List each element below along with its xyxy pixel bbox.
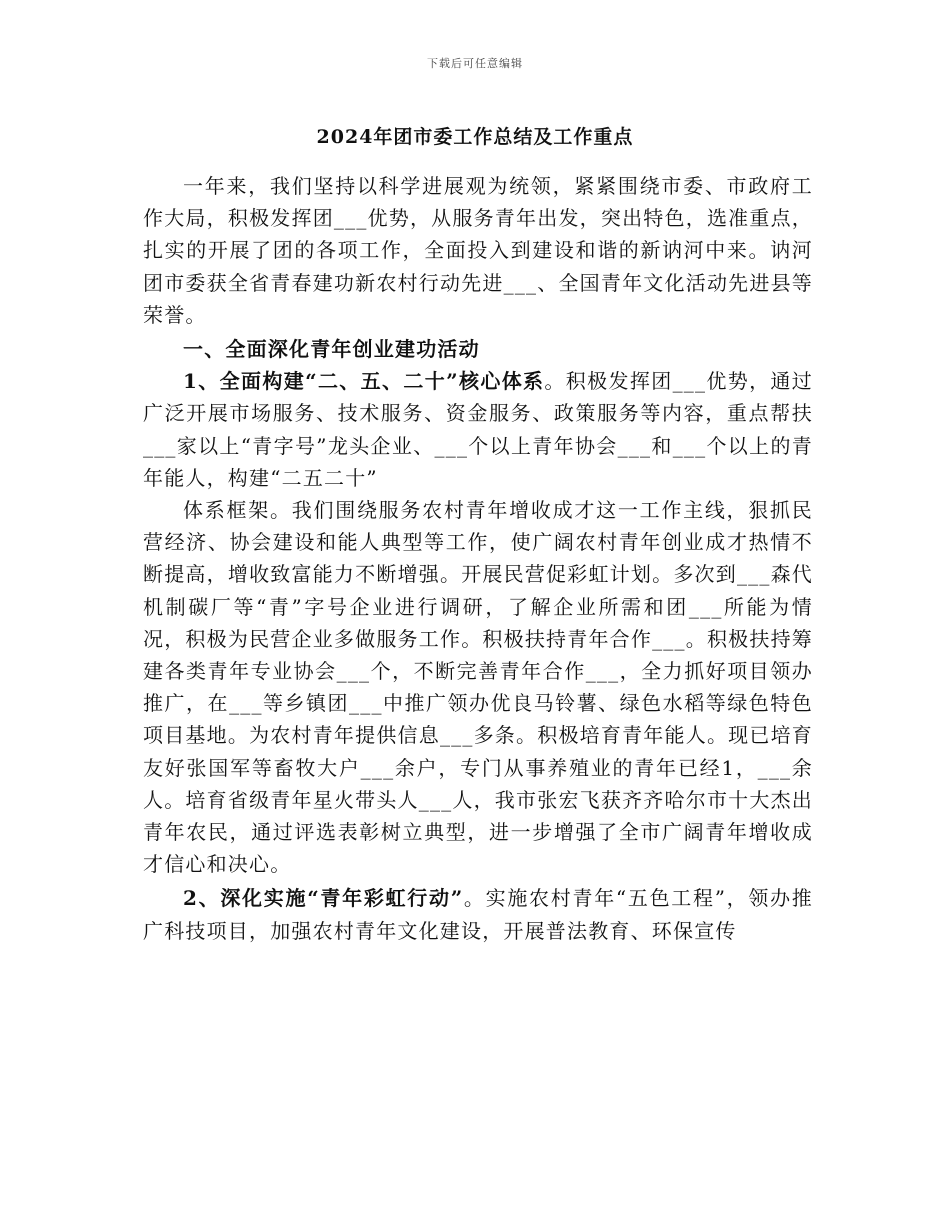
item-1-continuation: 体系框架。我们围绕服务农村青年增收成才这一工作主线，狠抓民营经济、协会建设和能人典型等工作，使广阔农村青年创业成才热情不断提高，增收致富能力不断增强。开展民营促彩虹计划。多次到___森代机制碳厂等“青”字号企业进行调研，了解企业所需和团___所能为情况，积极为民营企业多做服务工作。积极扶持青年合作___。积极扶持筹建各类青年专业协会___个，不断完善青年合作___，全力抓好项目领办推广，在___等乡镇团___中推广领办优良马铃薯、绿色水稻等绿色特色项目基地。为农村青年提供信息___多条。积极培育青年能人。现已培育友好张国军等畜牧大户___余户，专门从事养殖业的青年已经1，___余人。培育省级青年星火带头人___人，我市张宏飞获齐齐哈尔市十大杰出青年农民，通过评选表彰树立典型，进一步增强了全市广阔青年增收成才信心和决心。 bbox=[143, 498, 813, 877]
item-2-text: 。实施农村青年“五色工程”，领办推广科技项目，加强农村青年文化建设，开展普法教育、环保宣传 bbox=[143, 886, 813, 943]
document-body bbox=[143, 170, 813, 947]
header-note: 下载后可任意编辑 bbox=[427, 57, 523, 70]
item-2-paragraph bbox=[143, 882, 813, 946]
item-2-lead: 2、深化实施“青年彩虹行动” bbox=[183, 886, 464, 911]
item-1-paragraph bbox=[143, 365, 813, 494]
document-title: 2024年团市委工作总结及工作重点 bbox=[316, 126, 634, 148]
item-1-lead: 1、全面构建“二、五、二十”核心体系 bbox=[183, 369, 545, 394]
section-heading: 一、全面深化青年创业建功活动 bbox=[183, 337, 480, 362]
item-1-text: 。积极发挥团___优势，通过广泛开展市场服务、技术服务、资金服务、政策服务等内容，重点帮扶___家以上“青字号”龙头企业、___个以上青年协会___和___个以上的青年能人，构建“二五二十” bbox=[143, 369, 813, 490]
intro-paragraph: 一年来，我们坚持以科学进展观为统领，紧紧围绕市委、市政府工作大局，积极发挥团___优势，从服务青年出发，突出特色，选准重点，扎实的开展了团的各项工作，全面投入到建设和谐的新讷河中来。讷河团市委获全省青春建功新农村行动先进___、全国青年文化活动先进县等荣誉。 bbox=[143, 174, 813, 327]
